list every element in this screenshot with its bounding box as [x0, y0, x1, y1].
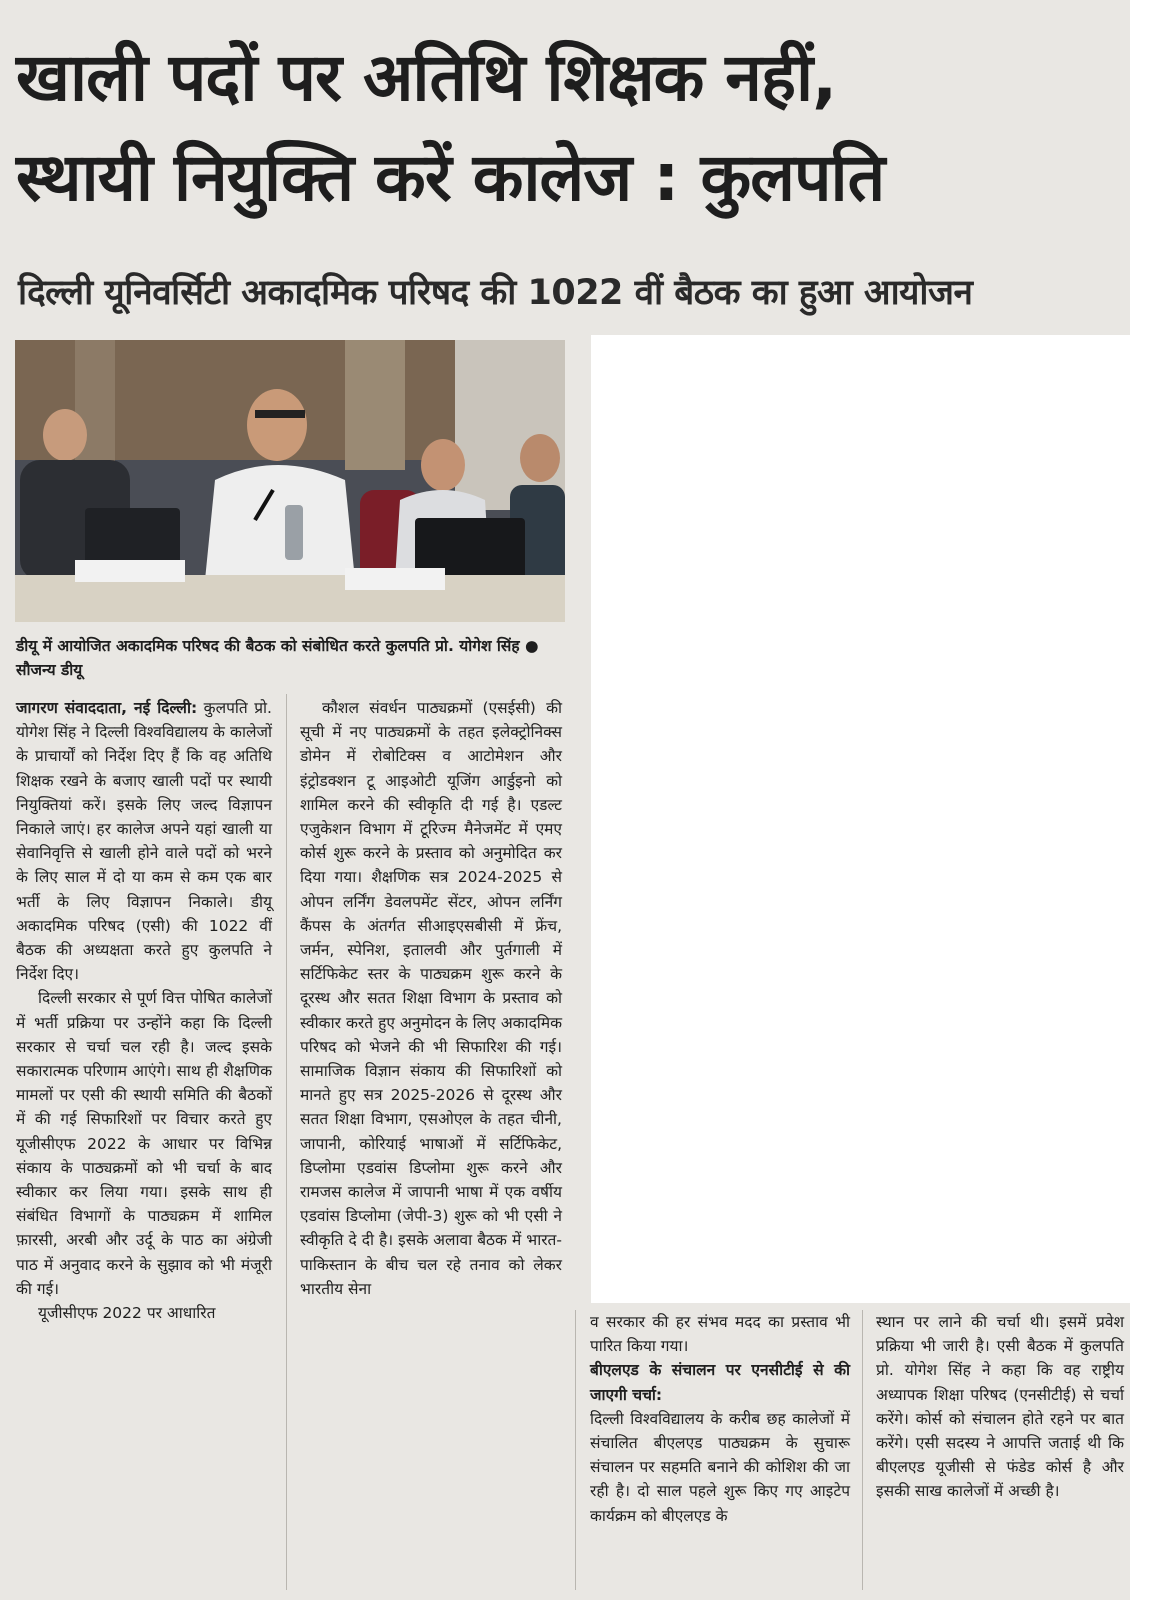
dateline: जागरण संवाददाता, नई दिल्ली: [16, 699, 198, 717]
photo-caption [16, 634, 572, 682]
credit-dot-icon: ● [525, 637, 539, 655]
article-column-4 [876, 1310, 1124, 1504]
col2-paragraph-1: कौशल संवर्धन पाठ्यक्रमों (एसईसी) की सूची में नए पाठ्यक्रमों के तहत इलेक्ट्रोनिक्स डोमेन में रोबोटिक्स व आटोमेशन और इंट्रोडक्शन टू आइओटी यूजिंग आर्डुइनो को शामिल करने की स्वीकृति दी गई है। एडल्ट एजुकेशन विभाग में टूरिज्म मैनेजमेंट में एमए कोर्स शुरू करने के प्रस्ताव को अनुमोदित कर दिया गया। शैक्षणिक सत्र 2024-2025 से ओपन लर्निंग डेवलपमेंट सेंटर, ओपन लर्निंग कैंपस के अंतर्गत सीआइएसबीसी में फ्रेंच, जर्मन, स्पेनिश, इतालवी और पुर्तगाली में सर्टिफिकेट स्तर के पाठ्यक्रम शुरू करने के दूरस्थ और सतत शिक्षा विभाग के प्रस्ताव को स्वीकार करते हुए अनुमोदन के लिए अकादमिक परिषद को भेजने की भी सिफारिश की गई। सामाजिक विज्ञान संकाय की सिफारिशों को मानते हुए सत्र 2025-2026 से दूरस्थ और सतत शिक्षा विभाग, एसओएल के तहत चीनी, जापानी, कोरियाई भाषाओं में सर्टिफिकेट, डिप्लोमा एडवांस डिप्लोमा शुरू करने और रामजस कालेज में जापानी भाषा में एक वर्षीय एडवांस डिप्लोमा (जेपी-3) शुरू को भी एसी ने स्वीकृति दे दी है। इसके अलावा बैठक में भारत-पाकिस्तान के बीच चल रहे तनाव को लेकर भारतीय सेना [300, 699, 562, 1298]
meeting-photo-illustration [15, 340, 565, 622]
headline-line-2: स्थायी नियुक्ति करें कालेज : कुलपति [16, 139, 885, 216]
col1-paragraph-3: यूजीसीएफ 2022 पर आधारित [38, 1304, 216, 1323]
column-rule-1 [286, 694, 287, 1590]
sub-headline: दिल्ली यूनिवर्सिटी अकादमिक परिषद की 1022 वीं बैठक का हुआ आयोजन [18, 273, 973, 313]
article-column-1 [16, 696, 272, 1325]
headline-line-1: खाली पदों पर अतिथि शिक्षक नहीं, [16, 39, 837, 116]
photo-caption-text: डीयू में आयोजित अकादमिक परिषद की बैठक को संबोधित करते कुलपति प्रो. योगेश सिंह [16, 637, 520, 655]
col3-paragraph-2: दिल्ली विश्वविद्यालय के करीब छह कालेजों में संचालित बीएलएड पाठ्यक्रम के सुचारू संचालन पर सहमति बनाने की कोशिश की जा रही है। दो साल पहले शुरू किए गए आइटेप कार्यक्रम को बीएलएड के [590, 1409, 850, 1525]
col3-subhead: बीएलएड के संचालन पर एनसीटीई से की जाएगी चर्चा: [590, 1361, 850, 1404]
column-rule-3 [862, 1310, 863, 1590]
col1-paragraph-1: कुलपति प्रो. योगेश सिंह ने दिल्ली विश्वविद्यालय के कालेजों के प्राचार्यों को निर्देश दिए हैं कि वह अतिथि शिक्षक रखने के बजाए खाली पदों पर स्थायी नियुक्तियां करें। इसके लिए जल्द विज्ञापन निकाले जाएं। हर कालेज अपने यहां खाली या सेवानिवृत्ति से खाली होने वाले पदों को भरने के लिए साल में दो या कम से कम एक बार भर्ती के लिए विज्ञापन निकाले। डीयू अकादमिक परिषद (एसी) की 1022 वीं बैठक की अध्यक्षता करते हुए कुलपति ने निर्देश दिए। [16, 699, 272, 984]
col4-paragraph-1: स्थान पर लाने की चर्चा थी। इसमें प्रवेश प्रक्रिया भी जारी है। एसी बैठक में कुलपति प्रो. योगेश सिंह ने कहा कि वह राष्ट्रीय अध्यापक शिक्षा परिषद (एनसीटीई) से चर्चा करेंगे। कोर्स को संचालन होते रहने पर बात करेंगे। एसी सदस्य ने आपत्ति जताई थी कि बीएलएड यूजीसी से फंडेड कोर्स है और इसकी साख कालेजों में अच्छी है। [876, 1313, 1124, 1501]
meeting-photo [15, 340, 565, 622]
col3-paragraph-1: व सरकार की हर संभव मदद का प्रस्ताव भी पारित किया गया। [590, 1313, 850, 1356]
article-column-3 [590, 1310, 850, 1528]
col1-paragraph-2: दिल्ली सरकार से पूर्ण वित्त पोषित कालेजों में भर्ती प्रक्रिया पर उन्होंने कहा कि दिल्ली सरकार से चर्चा चल रही है। जल्द इसके सकारात्मक परिणाम आएंगे। साथ ही शैक्षणिक मामलों पर एसी की स्थायी समिति की बैठकों में की गई सिफारिशों पर विचार करते हुए यूजीसीएफ 2022 के आधार पर विभिन्न संकाय के पाठ्यक्रमों को भी चर्चा के बाद स्वीकार कर लिया गया। इसके साथ ही संबंधित विभागों के पाठ्यक्रम में शामिल फ़ारसी, अरबी और उर्दू के पाठ का अंग्रेजी पाठ में अनुवाद करने के सुझाव को भी मंजूरी की गई। [16, 989, 272, 1298]
photo-credit: सौजन्य डीयू [16, 661, 83, 679]
article-column-2 [300, 696, 562, 1301]
blank-cutout-area [591, 335, 1161, 1303]
column-rule-2 [575, 1310, 576, 1590]
